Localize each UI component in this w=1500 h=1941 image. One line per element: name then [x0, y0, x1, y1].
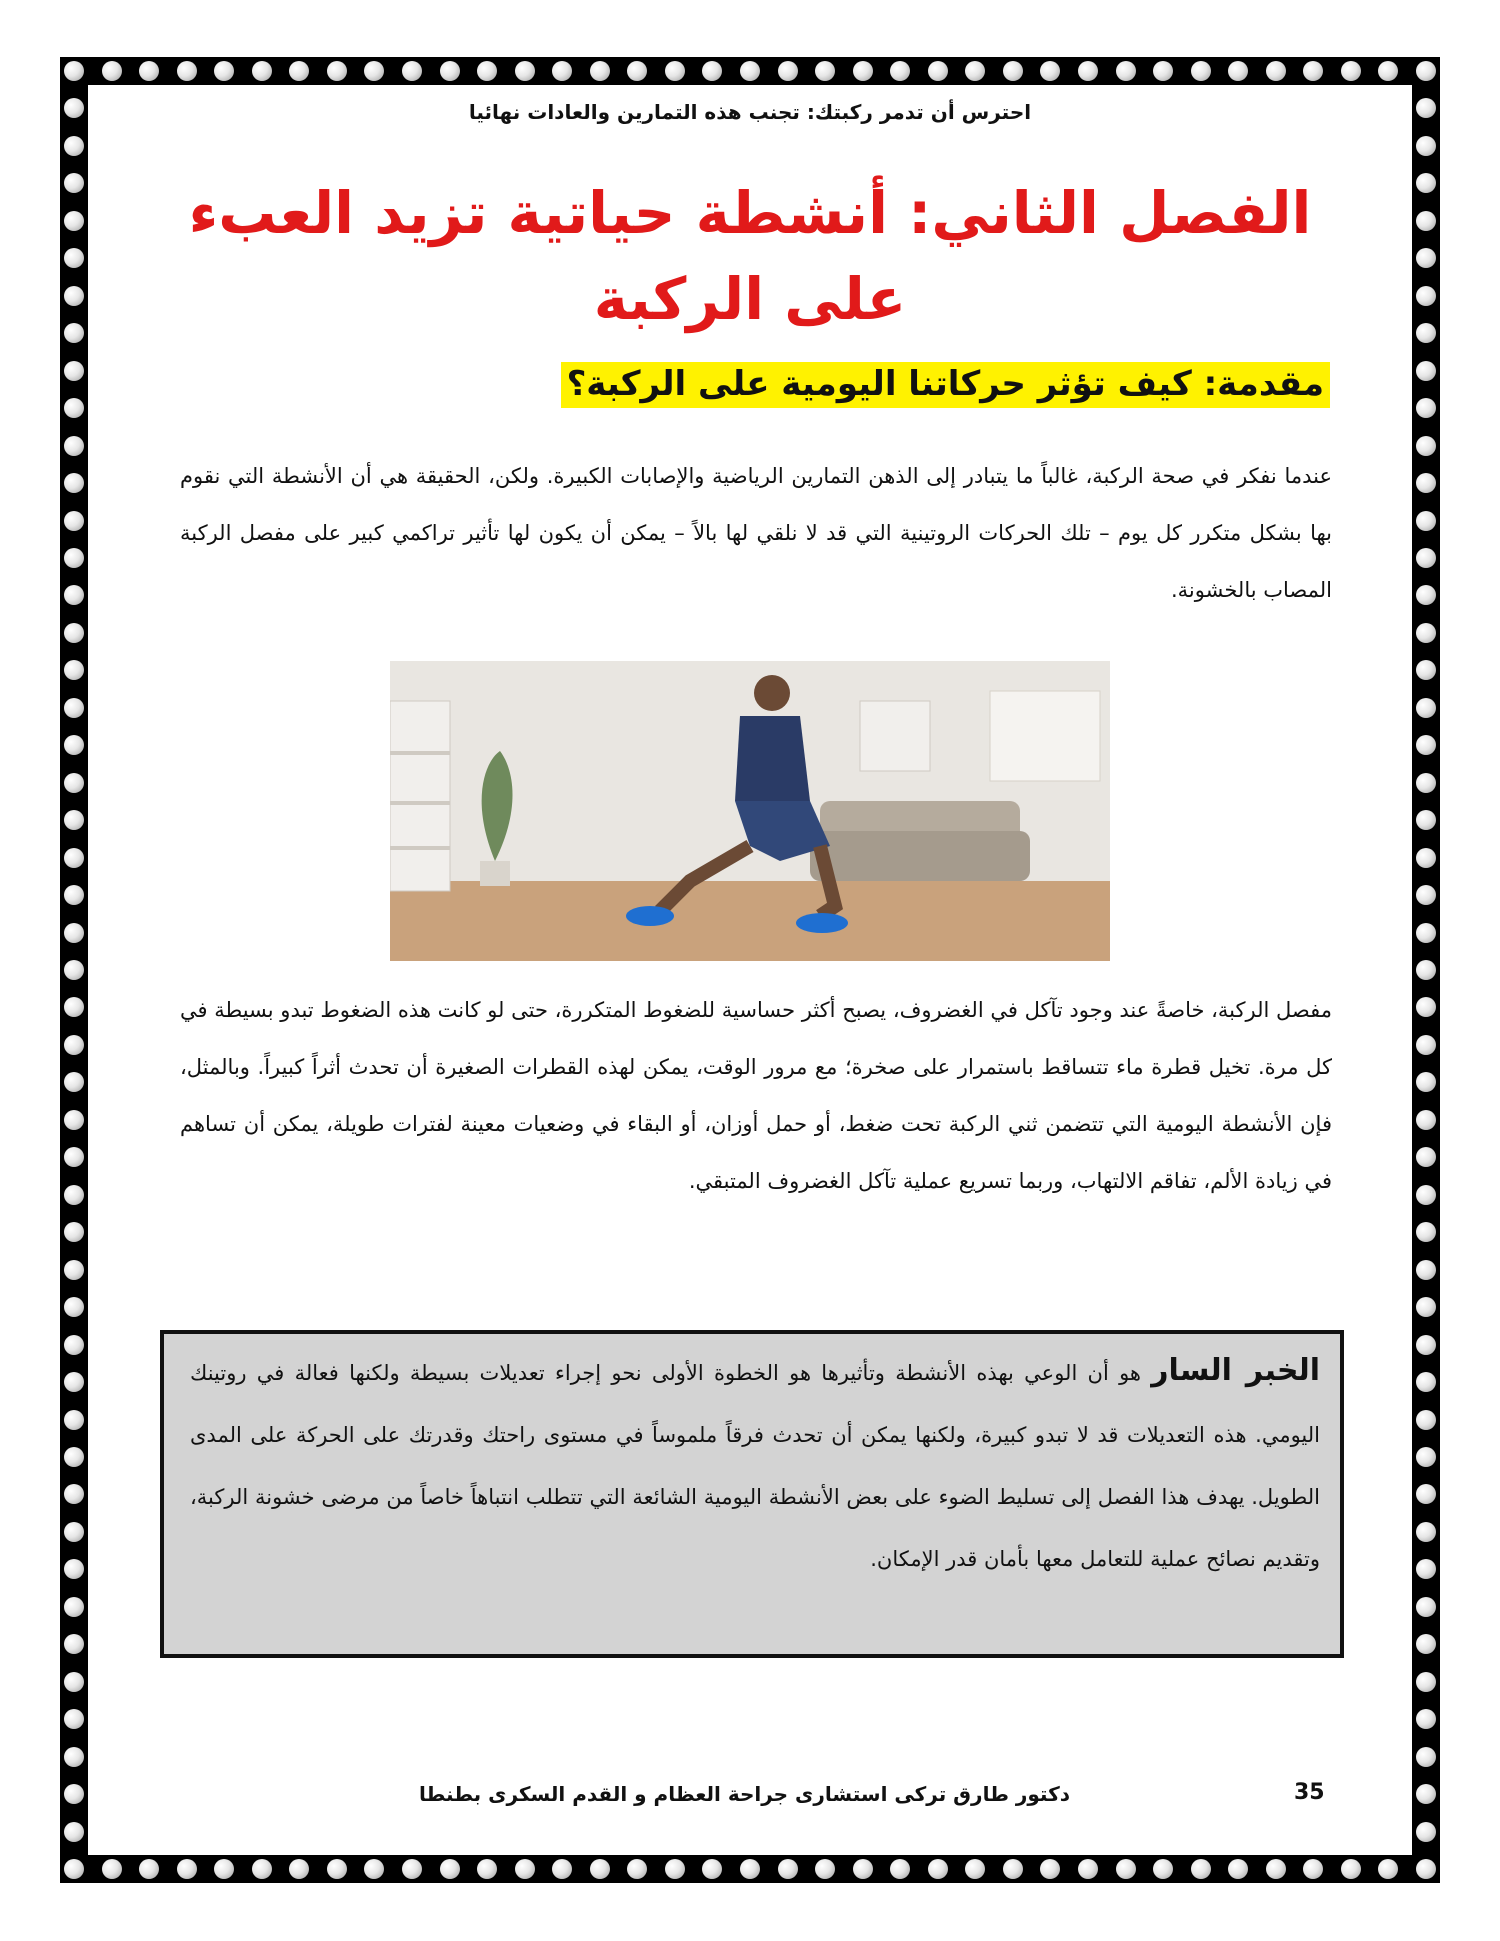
- paragraph-intro: عندما نفكر في صحة الركبة، غالباً ما يتبادر إلى الذهن التمارين الرياضية والإصابات الكبيرة. ولكن، الحقيقة هي أن الأنشطة التي نقوم بها بشكل متكرر كل يوم – تلك الحركات الروتينية التي قد لا نلقي لها بالاً – يمكن أن يكون لها تأثير تراكمي كبير على مفصل الركبة المصاب بالخشونة.: [180, 464, 1332, 602]
- good-news-body: هو أن الوعي بهذه الأنشطة وتأثيرها هو الخطوة الأولى نحو إجراء تعديلات بسيطة ولكنها فعالة في روتينك اليومي. هذه التعديلات قد لا تبدو كبيرة، ولكنها يمكن أن تحدث فرقاً ملموساً في مستوى راحتك وقدرتك على الحركة على المدى الطويل. يهدف هذا الفصل إلى تسليط الضوء على بعض الأنشطة اليومية الشائعة التي تتطلب انتباهاً خاصاً من مرضى خشونة الركبة، وتقديم نصائح عملية للتعامل معها بأمان قدر الإمكان.: [190, 1361, 1320, 1571]
- section-heading: مقدمة: كيف تؤثر حركاتنا اليومية على الركبة؟: [561, 362, 1330, 408]
- good-news-text: [190, 1340, 1320, 1590]
- man-lunge-photo: [390, 661, 1110, 961]
- chapter-title: الفصل الثاني: أنشطة حياتية تزيد العبء على الركبة: [188, 179, 1312, 333]
- good-news-lead: الخبر السار: [1151, 1353, 1321, 1388]
- footer-author: دكتور طارق تركى استشارى جراحة العظام و القدم السكرى بطنطا: [419, 1782, 1070, 1806]
- page-number: 35: [1294, 1780, 1325, 1805]
- good-news-box: [160, 1330, 1344, 1658]
- paragraph-knee-stress: مفصل الركبة، خاصةً عند وجود تآكل في الغضروف، يصبح أكثر حساسية للضغوط المتكررة، حتى لو كانت هذه الضغوط تبدو بسيطة في كل مرة. تخيل قطرة ماء تتساقط باستمرار على صخرة؛ مع مرور الوقت، يمكن لهذه القطرات الصغيرة أن تحدث أثراً كبيراً. وبالمثل، فإن الأنشطة اليومية التي تتضمن ثني الركبة تحت ضغط، أو حمل أوزان، أو البقاء في وضعيات معينة لفترات طويلة، يمكن أن تساهم في زيادة الألم، تفاقم الالتهاب، وربما تسريع عملية تآكل الغضروف المتبقي.: [180, 998, 1332, 1193]
- running-title: احترس أن تدمر ركبتك: تجنب هذه التمارين والعادات نهائيا: [468, 100, 1032, 124]
- photo-illustration: [390, 661, 1110, 961]
